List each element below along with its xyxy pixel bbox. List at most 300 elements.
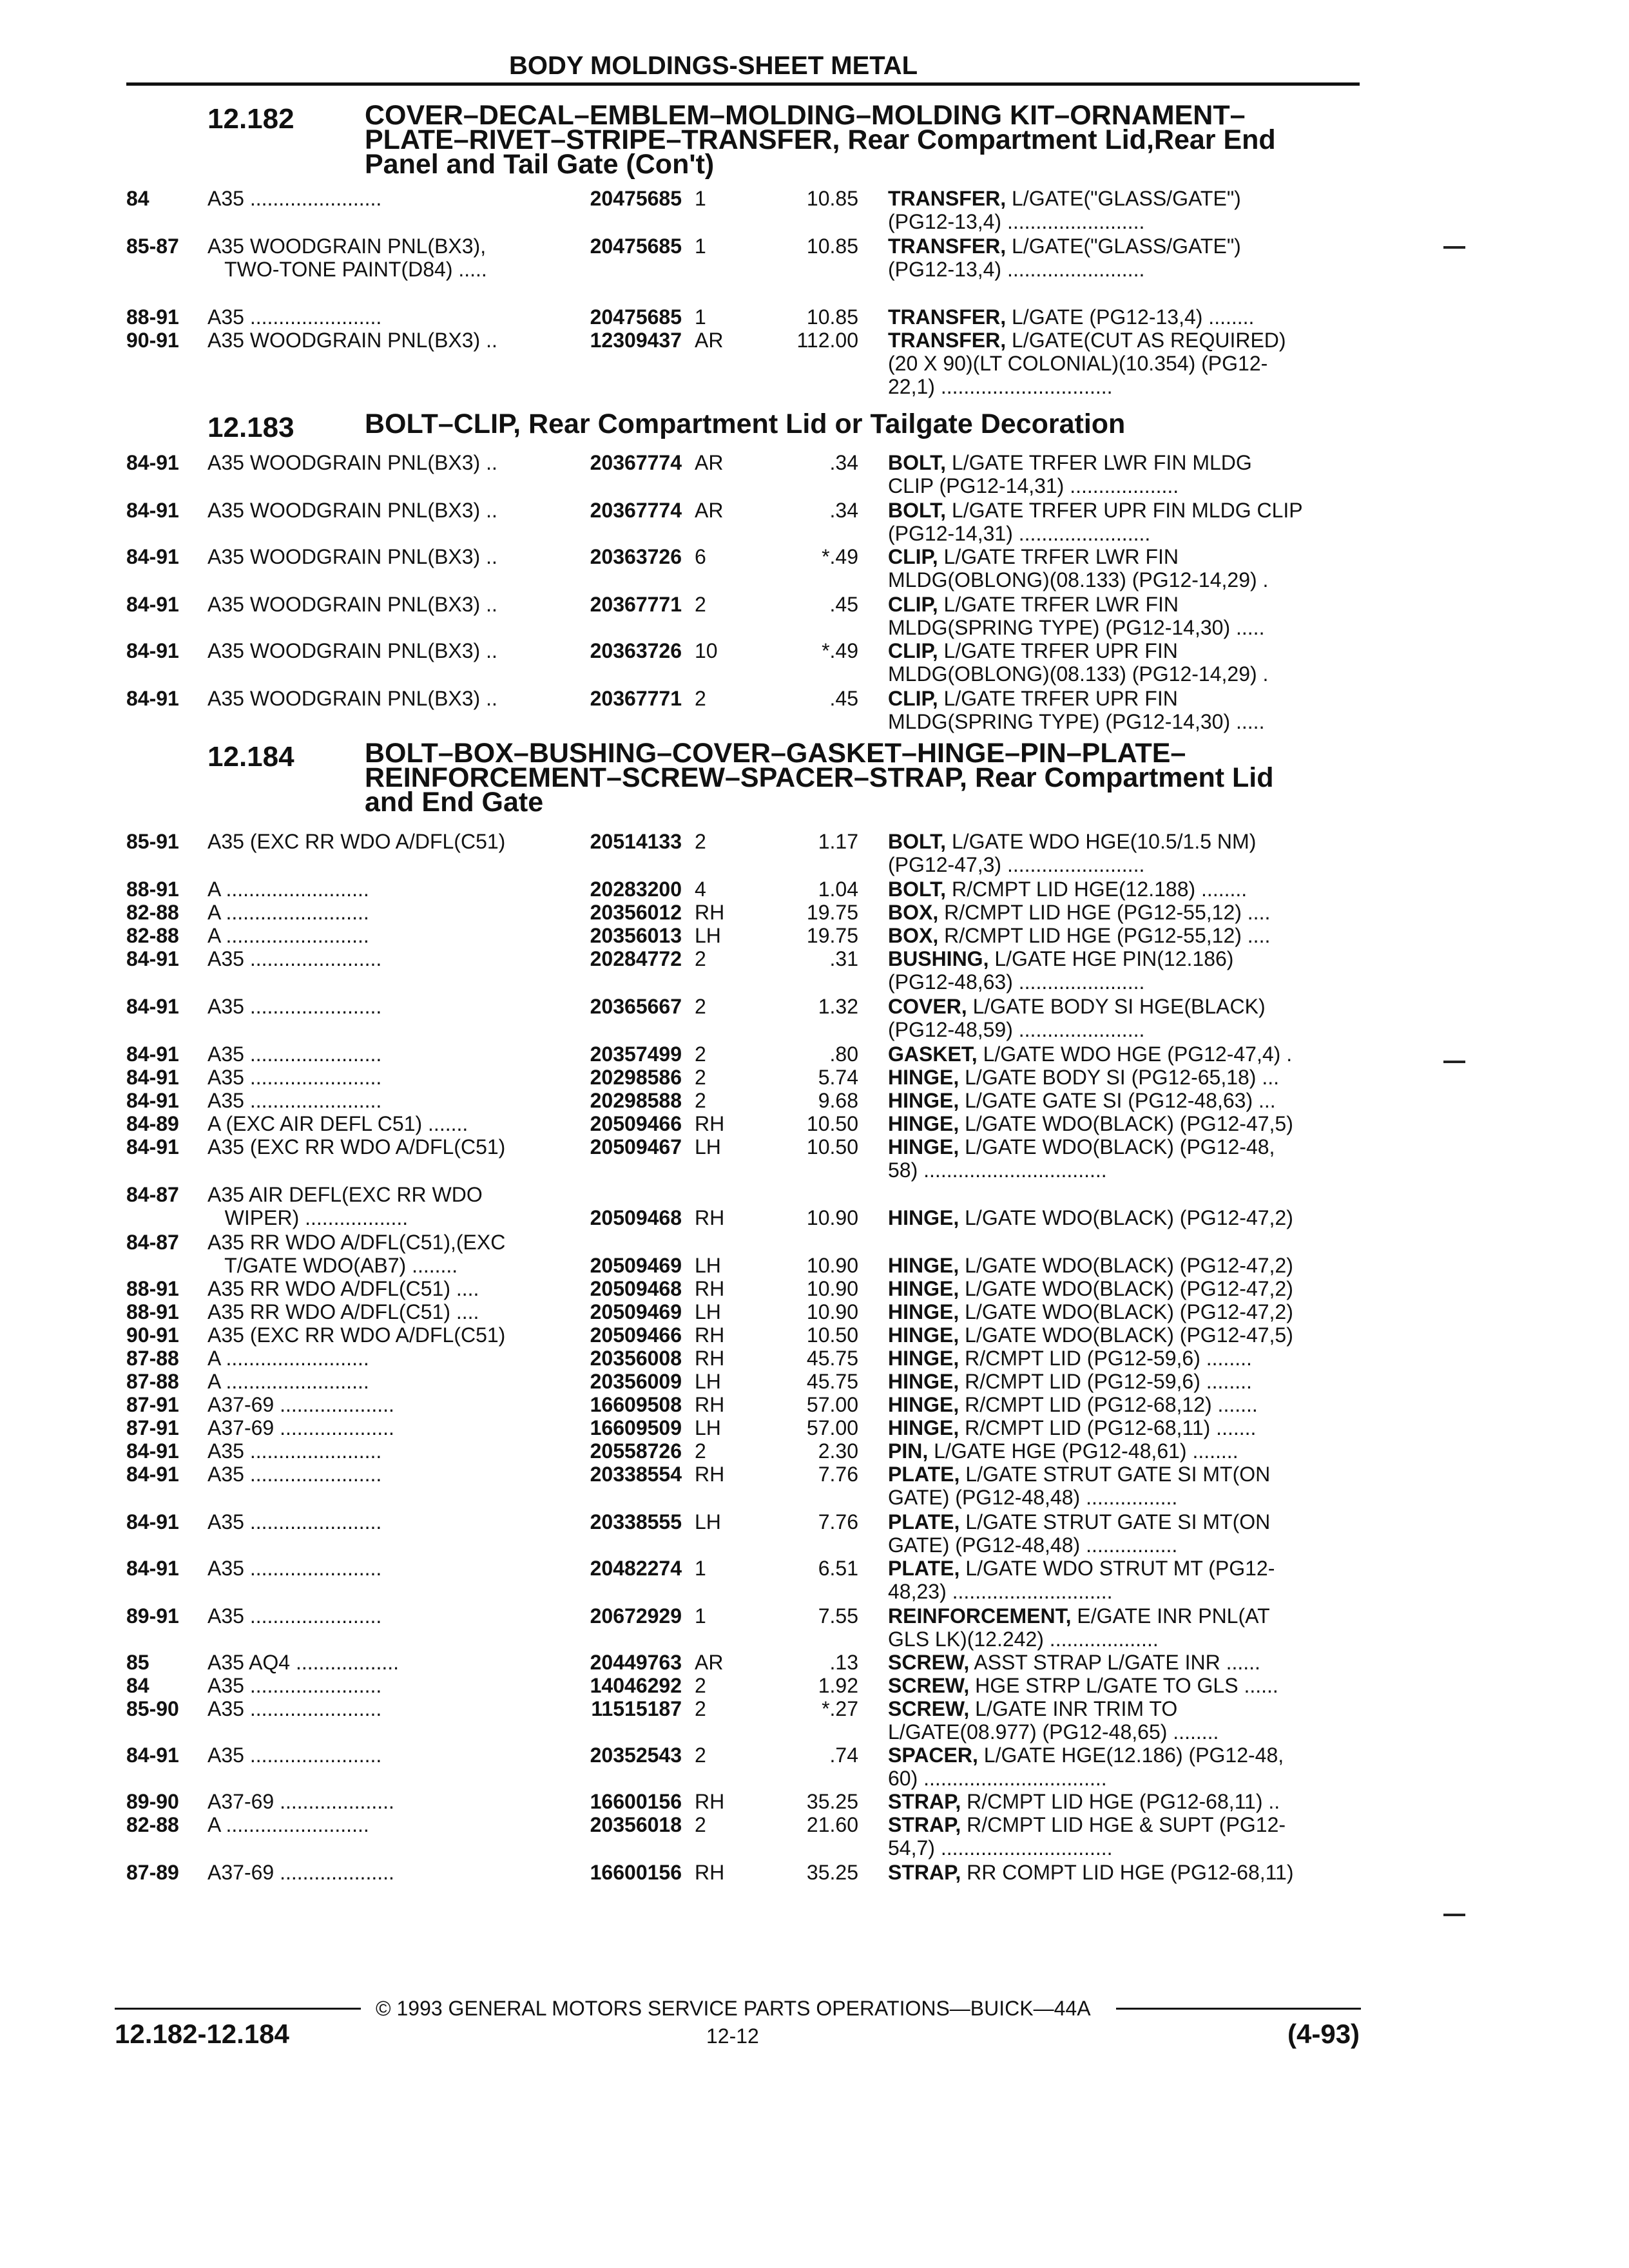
- price: 45.75: [806, 1370, 858, 1393]
- model-code: A35 AIR DEFL(EXC RR WDO WIPER) ..................: [207, 1183, 483, 1229]
- header-rule: [126, 82, 1360, 86]
- model-years: 85-91: [126, 830, 179, 853]
- model-code: A .........................: [207, 924, 369, 947]
- part-number: 20558726: [590, 1439, 682, 1463]
- part-name: HINGE,: [888, 1066, 959, 1089]
- parts-row: [0, 451, 1629, 497]
- model-code: A35 WOODGRAIN PNL(BX3), TWO-TONE PAINT(D84) .....: [207, 235, 487, 281]
- part-detail: L/GATE WDO(BLACK) (PG12-47,2): [959, 1277, 1293, 1300]
- part-number: 16600156: [590, 1790, 682, 1813]
- model-years: 82-88: [126, 1813, 179, 1836]
- model-code: A35 (EXC RR WDO A/DFL(C51): [207, 1135, 506, 1158]
- part-number: 20338555: [590, 1510, 682, 1533]
- part-detail: L/GATE("GLASS/GATE") (PG12-13,4) ........................: [888, 235, 1241, 281]
- part-description: [888, 1066, 1352, 1089]
- model-code: A35 RR WDO A/DFL(C51) ....: [207, 1300, 479, 1323]
- part-detail: L/GATE HGE (PG12-48,61) ........: [928, 1439, 1239, 1463]
- part-detail: R/CMPT LID HGE (PG12-55,12) ....: [938, 924, 1271, 947]
- part-name: PLATE,: [888, 1463, 960, 1486]
- part-number: 16600156: [590, 1861, 682, 1884]
- model-years: 89-91: [126, 1604, 179, 1628]
- quantity: RH: [695, 1861, 725, 1884]
- quantity: RH: [695, 1323, 725, 1347]
- part-detail: L/GATE BODY SI HGE(BLACK) (PG12-48,59) ......................: [888, 995, 1266, 1041]
- model-years: 84: [126, 187, 149, 210]
- model-years: 84-91: [126, 1089, 179, 1112]
- part-name: HINGE,: [888, 1416, 959, 1439]
- part-description: [888, 235, 1352, 281]
- part-number: 20356008: [590, 1347, 682, 1370]
- model-code: A35 (EXC RR WDO A/DFL(C51): [207, 1323, 506, 1347]
- part-detail: L/GATE("GLASS/GATE") (PG12-13,4) ........................: [888, 187, 1241, 233]
- part-number: 20357499: [590, 1043, 682, 1066]
- model-years: 84-91: [126, 1066, 179, 1089]
- quantity: 1: [695, 235, 706, 258]
- part-detail: L/GATE WDO(BLACK) (PG12-47,5): [959, 1323, 1293, 1347]
- part-name: BOLT,: [888, 830, 947, 853]
- part-detail: R/CMPT LID (PG12-68,11) .......: [959, 1416, 1257, 1439]
- part-name: HINGE,: [888, 1300, 959, 1323]
- part-detail: L/GATE TRFER LWR FIN MLDG(OBLONG)(08.133) (PG12-14,29) .: [888, 545, 1269, 591]
- model-years: 88-91: [126, 305, 179, 329]
- part-number: 20509466: [590, 1323, 682, 1347]
- quantity: RH: [695, 1463, 725, 1486]
- price: 21.60: [806, 1813, 858, 1836]
- part-number: 20514133: [590, 830, 682, 853]
- part-description: [888, 1651, 1352, 1674]
- model-years: 82-88: [126, 924, 179, 947]
- part-detail: R/CMPT LID (PG12-59,6) ........: [959, 1370, 1252, 1393]
- price: 7.76: [818, 1463, 858, 1486]
- part-number: 11515187: [591, 1697, 682, 1720]
- footer-rule-right: [1116, 2008, 1361, 2010]
- part-description: [888, 995, 1352, 1041]
- section-title-line: COVER–DECAL–EMBLEM–MOLDING–MOLDING KIT–ORNAMENT–: [365, 100, 1246, 131]
- quantity: 2: [695, 947, 706, 970]
- model-code: A35 .......................: [207, 1439, 382, 1463]
- part-description: [888, 1604, 1352, 1651]
- part-description: [888, 1463, 1352, 1509]
- model-years: 84-91: [126, 1510, 179, 1533]
- section-heading: [0, 738, 1629, 818]
- model-years: 84-91: [126, 545, 179, 568]
- part-description: [888, 305, 1352, 329]
- model-code: A35 WOODGRAIN PNL(BX3) ..: [207, 687, 497, 710]
- part-name: CLIP,: [888, 639, 938, 662]
- price: .80: [829, 1043, 858, 1066]
- part-name: BOX,: [888, 901, 939, 924]
- part-description: [888, 187, 1352, 233]
- part-description: [888, 1323, 1352, 1347]
- price: 112.00: [796, 329, 858, 352]
- section-title-line: PLATE–RIVET–STRIPE–TRANSFER, Rear Compartment Lid,Rear End: [365, 124, 1276, 155]
- quantity: 2: [695, 1043, 706, 1066]
- section-number: 12.182: [207, 103, 294, 135]
- part-description: [888, 1416, 1352, 1439]
- model-years: 84-91: [126, 639, 179, 662]
- part-description: [888, 878, 1352, 901]
- part-description: [888, 329, 1352, 398]
- part-name: TRANSFER,: [888, 329, 1007, 352]
- part-detail: R/CMPT LID HGE (PG12-55,12) ....: [938, 901, 1271, 924]
- part-number: 20367771: [590, 687, 682, 710]
- part-detail: L/GATE(CUT AS REQUIRED) (20 X 90)(LT COLONIAL)(10.354) (PG12- 22,1) ..............................: [888, 329, 1286, 398]
- quantity: AR: [695, 1651, 724, 1674]
- price: 19.75: [806, 924, 858, 947]
- part-description: [888, 1790, 1352, 1813]
- quantity: 1: [695, 1557, 706, 1580]
- parts-row: [0, 1510, 1629, 1557]
- part-name: BOX,: [888, 924, 939, 947]
- parts-row: [0, 545, 1629, 591]
- part-description: [888, 1744, 1352, 1790]
- parts-row: [0, 1790, 1629, 1813]
- model-code: A35 .......................: [207, 1066, 382, 1089]
- part-name: BOLT,: [888, 499, 947, 522]
- part-detail: L/GATE HGE PIN(12.186) (PG12-48,63) ......................: [888, 947, 1234, 994]
- part-detail: HGE STRP L/GATE TO GLS ......: [969, 1674, 1278, 1697]
- price: 10.90: [806, 1254, 858, 1277]
- footer-page-number: 12-12: [706, 2024, 759, 2048]
- model-code: A35 WOODGRAIN PNL(BX3) ..: [207, 329, 497, 352]
- part-detail: L/GATE STRUT GATE SI MT(ON GATE) (PG12-48,48) ................: [888, 1463, 1271, 1509]
- part-description: [888, 1510, 1352, 1557]
- part-name: SPACER,: [888, 1744, 978, 1767]
- section-heading: [0, 100, 1629, 180]
- part-number: 20509466: [590, 1112, 682, 1135]
- model-code: A35 WOODGRAIN PNL(BX3) ..: [207, 593, 497, 616]
- parts-row: [0, 1183, 1629, 1229]
- part-name: SCREW,: [888, 1651, 970, 1674]
- part-number: 20367771: [590, 593, 682, 616]
- part-number: 20356013: [590, 924, 682, 947]
- price: *.49: [822, 545, 858, 568]
- quantity: 2: [695, 593, 706, 616]
- part-description: [888, 1813, 1352, 1860]
- section-number: 12.183: [207, 412, 294, 443]
- part-detail: R/CMPT LID HGE (PG12-68,11) ..: [961, 1790, 1280, 1813]
- model-code: A37-69 ....................: [207, 1861, 394, 1884]
- section-title-line: REINFORCEMENT–SCREW–SPACER–STRAP, Rear Compartment Lid: [365, 762, 1274, 793]
- part-name: BOLT,: [888, 451, 947, 474]
- part-number: 20475685: [590, 235, 682, 258]
- section-title-line: and End Gate: [365, 787, 544, 818]
- part-description: [888, 1861, 1352, 1884]
- model-code: A35 .......................: [207, 1697, 382, 1720]
- part-description: [888, 687, 1352, 733]
- part-number: 20365667: [590, 995, 682, 1018]
- quantity: RH: [695, 1347, 725, 1370]
- quantity: 2: [695, 1089, 706, 1112]
- price: 10.90: [806, 1300, 858, 1323]
- parts-row: [0, 639, 1629, 686]
- model-code: A .........................: [207, 901, 369, 924]
- part-name: HINGE,: [888, 1089, 959, 1112]
- model-code: A35 WOODGRAIN PNL(BX3) ..: [207, 639, 497, 662]
- part-number: 20298586: [590, 1066, 682, 1089]
- quantity: RH: [695, 1112, 725, 1135]
- model-years: 84-91: [126, 499, 179, 522]
- quantity: AR: [695, 329, 724, 352]
- part-name: HINGE,: [888, 1254, 959, 1277]
- section-number: 12.184: [207, 741, 294, 773]
- part-name: REINFORCEMENT,: [888, 1604, 1072, 1628]
- margin-mark: [1443, 1061, 1465, 1063]
- price: 1.17: [818, 830, 858, 853]
- part-number: 20449763: [590, 1651, 682, 1674]
- parts-row: [0, 1674, 1629, 1697]
- part-description: [888, 499, 1352, 545]
- quantity: LH: [695, 1370, 721, 1393]
- price: 10.90: [806, 1206, 858, 1229]
- part-detail: L/GATE WDO HGE (PG12-47,4) .: [977, 1043, 1293, 1066]
- part-description: [888, 1089, 1352, 1112]
- model-years: 87-91: [126, 1416, 179, 1439]
- part-name: STRAP,: [888, 1861, 961, 1884]
- part-description: [888, 1254, 1352, 1277]
- part-name: PLATE,: [888, 1510, 960, 1533]
- model-years: 84-91: [126, 593, 179, 616]
- quantity: 2: [695, 830, 706, 853]
- part-description: [888, 947, 1352, 994]
- part-detail: R/CMPT LID HGE & SUPT (PG12- 54,7) ..............................: [888, 1813, 1286, 1860]
- model-code: A35 .......................: [207, 1089, 382, 1112]
- model-years: 87-88: [126, 1347, 179, 1370]
- part-description: [888, 1277, 1352, 1300]
- part-name: BOLT,: [888, 878, 947, 901]
- price: 35.25: [806, 1861, 858, 1884]
- part-detail: L/GATE HGE(12.186) (PG12-48, 60) ................................: [888, 1744, 1284, 1790]
- parts-row: [0, 1135, 1629, 1182]
- quantity: AR: [695, 499, 724, 522]
- quantity: 2: [695, 1697, 706, 1720]
- footer-copyright: © 1993 GENERAL MOTORS SERVICE PARTS OPERATIONS—BUICK—44A: [376, 1997, 1091, 2020]
- model-code: A35 .......................: [207, 1043, 382, 1066]
- part-number: 20482274: [590, 1557, 682, 1580]
- part-detail: RR COMPT LID HGE (PG12-68,11): [961, 1861, 1294, 1884]
- part-detail: R/CMPT LID (PG12-59,6) ........: [959, 1347, 1252, 1370]
- quantity: AR: [695, 451, 724, 474]
- price: 10.90: [806, 1277, 858, 1300]
- part-detail: L/GATE TRFER UPR FIN MLDG(SPRING TYPE) (PG12-14,30) .....: [888, 687, 1265, 733]
- model-years: 84-91: [126, 1135, 179, 1158]
- parts-row: [0, 947, 1629, 994]
- price: 10.85: [806, 235, 858, 258]
- price: 35.25: [806, 1790, 858, 1813]
- model-years: 87-89: [126, 1861, 179, 1884]
- model-code: A .........................: [207, 1813, 369, 1836]
- part-number: 20356012: [590, 901, 682, 924]
- part-detail: L/GATE WDO HGE(10.5/1.5 NM) (PG12-47,3) ........................: [888, 830, 1257, 876]
- price: .45: [829, 593, 858, 616]
- part-number: 20367774: [590, 451, 682, 474]
- part-detail: L/GATE TRFER LWR FIN MLDG CLIP (PG12-14,31) ...................: [888, 451, 1252, 497]
- margin-mark: [1443, 1914, 1465, 1916]
- part-description: [888, 1112, 1352, 1135]
- section-title-line: Panel and Tail Gate (Con't): [365, 149, 715, 180]
- part-description: [888, 1557, 1352, 1603]
- model-years: 88-91: [126, 1277, 179, 1300]
- quantity: 6: [695, 545, 706, 568]
- part-name: GASKET,: [888, 1043, 978, 1066]
- model-years: 82-88: [126, 901, 179, 924]
- part-description: [888, 545, 1352, 591]
- part-detail: L/GATE TRFER LWR FIN MLDG(SPRING TYPE) (PG12-14,30) .....: [888, 593, 1265, 639]
- quantity: 1: [695, 187, 706, 210]
- parts-row: [0, 305, 1629, 329]
- part-number: 12309437: [590, 329, 682, 352]
- part-number: 20475685: [590, 305, 682, 329]
- model-years: 84-91: [126, 995, 179, 1018]
- model-code: A35 .......................: [207, 305, 382, 329]
- model-code: A37-69 ....................: [207, 1416, 394, 1439]
- quantity: RH: [695, 1277, 725, 1300]
- quantity: LH: [695, 1254, 721, 1277]
- price: 1.04: [818, 878, 858, 901]
- part-description: [888, 1370, 1352, 1393]
- model-code: A35 WOODGRAIN PNL(BX3) ..: [207, 499, 497, 522]
- quantity: LH: [695, 1416, 721, 1439]
- quantity: LH: [695, 1300, 721, 1323]
- part-name: TRANSFER,: [888, 305, 1007, 329]
- model-code: A35 .......................: [207, 1744, 382, 1767]
- price: 1.92: [818, 1674, 858, 1697]
- quantity: 2: [695, 1439, 706, 1463]
- model-code: A35 .......................: [207, 1674, 382, 1697]
- quantity: LH: [695, 1510, 721, 1533]
- part-detail: L/GATE WDO(BLACK) (PG12-47,2): [959, 1300, 1293, 1323]
- price: .31: [829, 947, 858, 970]
- part-detail: L/GATE INR TRIM TO L/GATE(08.977) (PG12-48,65) ........: [888, 1697, 1219, 1744]
- part-name: PIN,: [888, 1439, 929, 1463]
- part-number: 20283200: [590, 878, 682, 901]
- price: 6.51: [818, 1557, 858, 1580]
- price: 1.32: [818, 995, 858, 1018]
- part-detail: ASST STRAP L/GATE INR ......: [969, 1651, 1260, 1674]
- part-number: 20367774: [590, 499, 682, 522]
- part-number: 20509468: [590, 1277, 682, 1300]
- model-code: A35 (EXC RR WDO A/DFL(C51): [207, 830, 506, 853]
- price: .13: [829, 1651, 858, 1674]
- quantity: 1: [695, 1604, 706, 1628]
- part-name: STRAP,: [888, 1813, 961, 1836]
- model-years: 85: [126, 1651, 149, 1674]
- model-code: A35 .......................: [207, 947, 382, 970]
- quantity: RH: [695, 1393, 725, 1416]
- footer-rule-left: [115, 2008, 361, 2010]
- parts-row: [0, 830, 1629, 876]
- model-years: 89-90: [126, 1790, 179, 1813]
- quantity: RH: [695, 901, 725, 924]
- model-years: 85-90: [126, 1697, 179, 1720]
- part-description: [888, 451, 1352, 497]
- section-title-line: BOLT–BOX–BUSHING–COVER–GASKET–HINGE–PIN–PLATE–: [365, 738, 1186, 769]
- price: 57.00: [806, 1416, 858, 1439]
- part-description: [888, 924, 1352, 947]
- price: 57.00: [806, 1393, 858, 1416]
- model-years: 87-88: [126, 1370, 179, 1393]
- part-description: [888, 1043, 1352, 1066]
- price: .34: [829, 451, 858, 474]
- part-name: HINGE,: [888, 1370, 959, 1393]
- part-detail: L/GATE WDO(BLACK) (PG12-47,5): [959, 1112, 1293, 1135]
- part-description: [888, 830, 1352, 876]
- parts-row: [0, 1416, 1629, 1439]
- part-name: HINGE,: [888, 1347, 959, 1370]
- part-detail: E/GATE INR PNL(AT GLS LK)(12.242) ...................: [888, 1604, 1270, 1651]
- part-name: BUSHING,: [888, 947, 989, 970]
- part-number: 20356009: [590, 1370, 682, 1393]
- model-years: 84-91: [126, 1744, 179, 1767]
- part-name: HINGE,: [888, 1135, 959, 1158]
- parts-row: [0, 924, 1629, 947]
- part-detail: L/GATE TRFER UPR FIN MLDG(OBLONG)(08.133) (PG12-14,29) .: [888, 639, 1269, 686]
- quantity: RH: [695, 1790, 725, 1813]
- part-name: SCREW,: [888, 1697, 970, 1720]
- model-code: A .........................: [207, 1347, 369, 1370]
- model-years: 84-91: [126, 687, 179, 710]
- parts-row: [0, 1604, 1629, 1651]
- part-number: 20352543: [590, 1744, 682, 1767]
- model-years: 84-91: [126, 1463, 179, 1486]
- part-description: [888, 639, 1352, 686]
- model-years: 88-91: [126, 878, 179, 901]
- quantity: 2: [695, 687, 706, 710]
- part-description: [888, 1393, 1352, 1416]
- part-name: CLIP,: [888, 687, 938, 710]
- quantity: 2: [695, 1674, 706, 1697]
- price: 7.55: [818, 1604, 858, 1628]
- model-years: 84-91: [126, 1043, 179, 1066]
- quantity: 2: [695, 1744, 706, 1767]
- parts-row: [0, 1439, 1629, 1463]
- part-number: 20672929: [590, 1604, 682, 1628]
- model-code: A35 .......................: [207, 1463, 382, 1486]
- parts-row: [0, 1277, 1629, 1300]
- price: *.27: [822, 1697, 858, 1720]
- model-years: 90-91: [126, 1323, 179, 1347]
- price: 19.75: [806, 901, 858, 924]
- model-years: 84-91: [126, 1557, 179, 1580]
- model-years: 90-91: [126, 329, 179, 352]
- part-detail: R/CMPT LID HGE(12.188) ........: [946, 878, 1248, 901]
- model-code: A35 .......................: [207, 1557, 382, 1580]
- model-years: 84-91: [126, 947, 179, 970]
- parts-row: [0, 1393, 1629, 1416]
- part-number: 16609509: [590, 1416, 682, 1439]
- model-code: A .........................: [207, 878, 369, 901]
- model-code: A35 WOODGRAIN PNL(BX3) ..: [207, 545, 497, 568]
- model-code: A35 .......................: [207, 1604, 382, 1628]
- parts-row: [0, 1089, 1629, 1112]
- part-number: 14046292: [590, 1674, 682, 1697]
- price: 5.74: [818, 1066, 858, 1089]
- quantity: 2: [695, 1813, 706, 1836]
- model-years: 88-91: [126, 1300, 179, 1323]
- part-name: SCREW,: [888, 1674, 970, 1697]
- model-code: A .........................: [207, 1370, 369, 1393]
- model-code: A35 RR WDO A/DFL(C51) ....: [207, 1277, 479, 1300]
- quantity: 10: [695, 639, 718, 662]
- part-name: HINGE,: [888, 1206, 959, 1229]
- model-years: 87-91: [126, 1393, 179, 1416]
- model-years: 84-91: [126, 1439, 179, 1463]
- part-number: 20298588: [590, 1089, 682, 1112]
- part-number: 16609508: [590, 1393, 682, 1416]
- model-code: A35 WOODGRAIN PNL(BX3) ..: [207, 451, 497, 474]
- part-detail: L/GATE (PG12-13,4) ........: [1006, 305, 1255, 329]
- part-detail: L/GATE BODY SI (PG12-65,18) ...: [959, 1066, 1280, 1089]
